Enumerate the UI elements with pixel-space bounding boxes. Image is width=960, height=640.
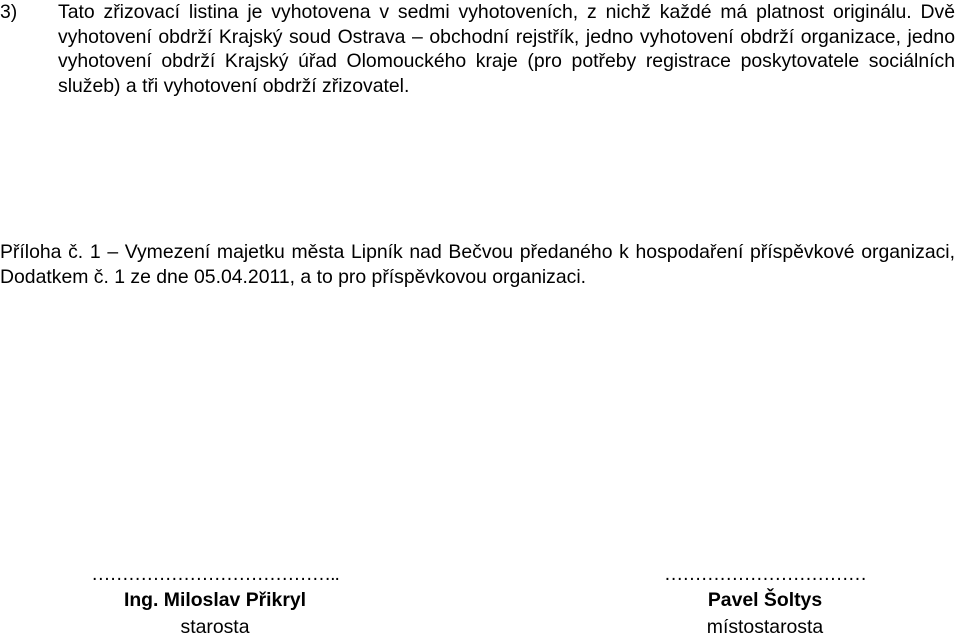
attachment-note: Příloha č. 1 – Vymezení majetku města Lipník nad Bečvou předaného k hospodaření příspěvkové organizaci, Dodatkem č. 1 ze dne 05.04.2011, a to pro příspěvkovou organizaci. xyxy=(0,241,955,288)
paragraph-text: Tato zřizovací listina je vyhotovena v sedmi vyhotoveních, z nichž každé má platnost originálu. Dvě vyhotovení obdrží Krajský soud Ostrava – obchodní rejstřík, jedno vyhotovení obdrží organizace, jedno vyhotovení obdrží Krajský úřad Olomouckého kraje (pro potřeby registrace poskytovatele sociálních služeb) a tři vyhotovení obdrží zřizovatel. xyxy=(58,1,955,97)
signatory-name: Pavel Šoltys xyxy=(707,589,823,611)
signatory-role: starosta xyxy=(180,616,250,638)
signature-line: …………………………… xyxy=(663,563,867,585)
signature-block-mayor xyxy=(80,562,350,639)
signature-line: ………………………………….. xyxy=(91,563,339,585)
signature-block-deputy-mayor xyxy=(610,562,920,639)
signatory-name: Ing. Miloslav Přikryl xyxy=(123,589,307,611)
signatory-role: místostarosta xyxy=(706,616,824,638)
paragraph-number: 3) xyxy=(0,1,18,23)
